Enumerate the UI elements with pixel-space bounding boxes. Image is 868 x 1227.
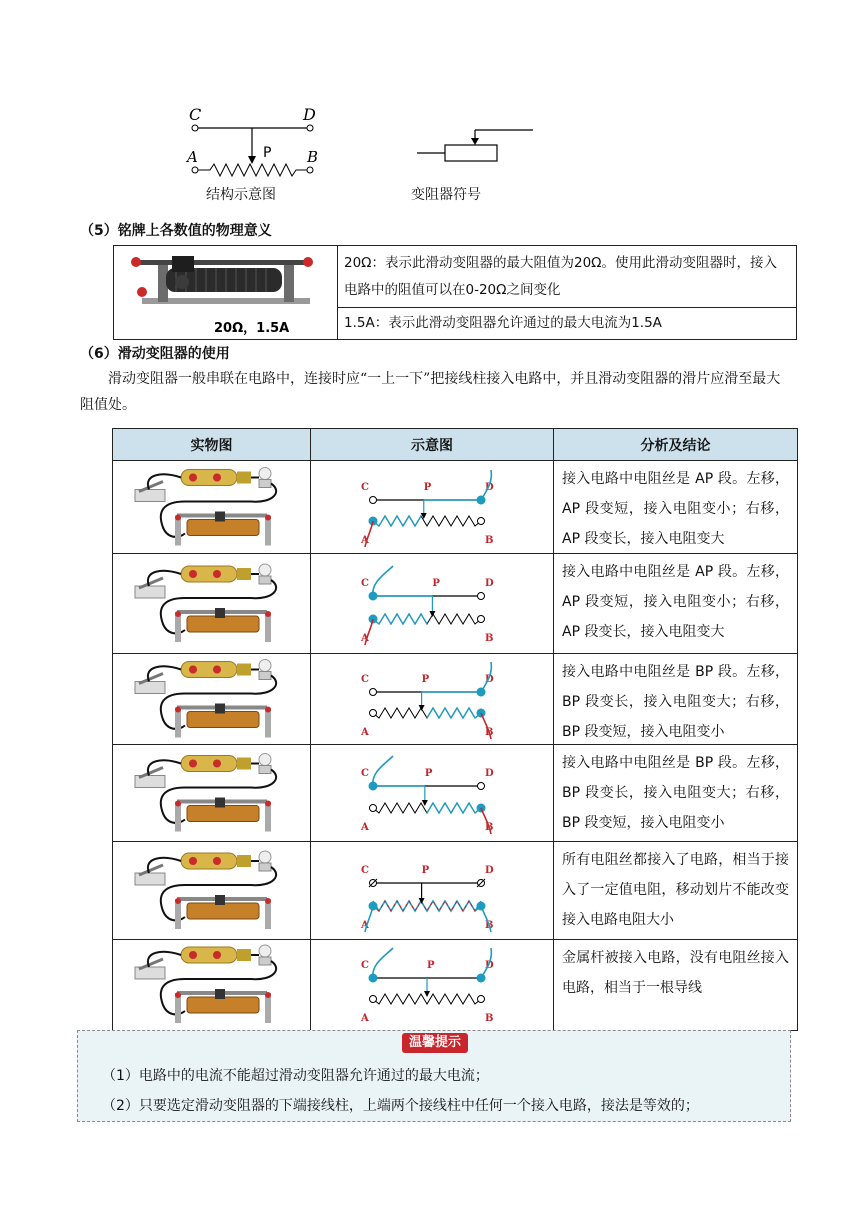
diagram-label-d: D [485,674,494,685]
circuit-photo [113,554,311,653]
header-conclusion: 分析及结论 [640,437,711,454]
diagram-label-c: C [361,482,369,493]
diagram-label-b: B [485,633,494,644]
label-c: C [189,105,202,124]
rheostat-symbol [415,120,535,170]
usage-table [112,428,798,1031]
diagram-label-b: B [485,920,494,931]
rheostat-photo [114,246,338,339]
usage-row [113,461,797,554]
diagram-label-d: D [485,482,494,493]
diagram-label-d: D [485,768,494,779]
diagram-label-b: B [485,822,494,833]
nameplate-table [113,245,797,340]
usage-table-header [113,429,797,461]
wiring-diagram [311,940,554,1030]
diagram-label-p: P [423,482,432,493]
diagram-label-d: D [485,865,494,876]
circuit-photo [113,940,311,1030]
diagram-label-b: B [485,1013,494,1024]
tip-badge: 温馨提示 [402,1033,468,1053]
usage-row [113,940,797,1030]
usage-row [113,745,797,842]
diagram-label-c: C [361,865,369,876]
wiring-diagram [311,654,554,744]
wiring-diagram [311,461,554,553]
diagram-label-c: C [361,674,369,685]
conclusion-text: 接入电路中电阻丝是 BP 段。左移，BP 段变长，接入电阻变大；右移，BP 段变短，接入电阻变小 [562,664,789,740]
diagram-label-a: A [361,822,369,833]
diagram-label-b: B [485,535,494,546]
section6-heading: （6）滑动变阻器的使用 [80,346,230,362]
diagram-label-p: P [424,768,433,779]
diagram-label-d: D [485,960,494,971]
diagram-label-a: A [361,727,369,738]
usage-row [113,842,797,940]
diagram-label-a: A [361,920,369,931]
tip-line-1: （1）电路中的电流不能超过滑动变阻器允许通过的最大电流； [102,1068,489,1084]
diagram-label-a: A [361,1013,369,1024]
label-p: P [263,145,272,161]
circuit-photo [113,654,311,744]
usage-row [113,654,797,745]
diagram-label-p: P [432,578,440,589]
section5-heading: （5）铭牌上各数值的物理意义 [80,223,272,239]
diagram-label-c: C [361,768,369,779]
nameplate-row-resistance: 20Ω：表示此滑动变阻器的最大阻值为20Ω。使用此滑动变阻器时，接入电路中的阻值可以在0-20Ω之间变化 [338,246,796,308]
wiring-diagram [311,745,554,841]
diagram-label-p: P [421,865,430,876]
diagram-label-a: A [361,633,369,644]
label-d: D [303,105,316,124]
tip-line-2: （2）只要选定滑动变阻器的下端接线柱，上端两个接线柱中任何一个接入电路，接法是等效的； [102,1098,699,1114]
label-a: A [187,148,198,166]
diagram-label-p: P [427,960,435,971]
wiring-diagram [311,842,554,939]
diagram-label-d: D [485,578,494,589]
tip-box [77,1030,791,1122]
conclusion-text: 接入电路中电阻丝是 BP 段。左移，BP 段变长，接入电阻变大；右移，BP 段变短，接入电阻变小 [562,755,789,831]
photo-label: 20Ω，1.5A [214,321,290,336]
structure-diagram [180,100,330,180]
wiring-diagram [311,554,554,653]
header-photo: 实物图 [113,429,311,460]
conclusion-text: 接入电路中电阻丝是 AP 段。左移，AP 段变短，接入电阻变小；右移，AP 段变长，接入电阻变大 [562,564,789,640]
circuit-photo [113,745,311,841]
conclusion-text: 所有电阻丝都接入了电路，相当于接入了一定值电阻，移动划片不能改变接入电路电阻大小 [562,852,789,928]
diagram-label-b: B [485,727,494,738]
symbol-caption: 变阻器符号 [411,187,481,203]
diagram-label-c: C [361,960,369,971]
circuit-photo [113,461,311,553]
usage-row [113,554,797,654]
structure-caption: 结构示意图 [206,187,276,203]
label-b: B [307,148,319,166]
circuit-photo [113,842,311,939]
nameplate-row-current: 1.5A：表示此滑动变阻器允许通过的最大电流为1.5A [344,315,662,331]
diagram-label-a: A [361,535,369,546]
section6-paragraph: 滑动变阻器一般串联在电路中，连接时应“一上一下”把接线柱接入电路中，并且滑动变阻器的滑片应滑至最大阻值处。 [80,371,781,413]
diagram-label-p: P [421,674,430,685]
diagram-label-c: C [361,578,369,589]
conclusion-text: 金属杆被接入电路，没有电阻丝接入电路，相当于一根导线 [562,950,789,996]
conclusion-text: 接入电路中电阻丝是 AP 段。左移，AP 段变短，接入电阻变小；右移，AP 段变长，接入电阻变大 [562,471,789,547]
header-diagram: 示意图 [311,429,554,460]
